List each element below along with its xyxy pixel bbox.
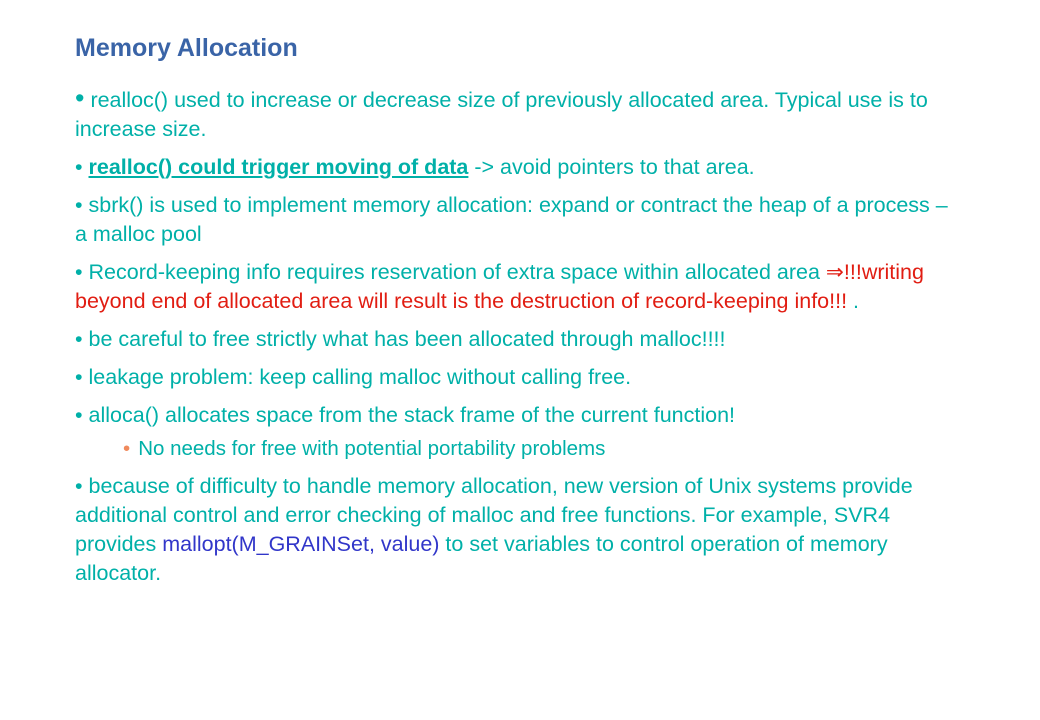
- mallopt-function: mallopt(M_GRAINSet, value): [162, 532, 440, 556]
- bullet-text: Record-keeping info requires reservation of extra space within allocated area: [88, 260, 826, 284]
- bullet-sbrk: [75, 191, 955, 249]
- implies-arrow-icon: ⇒: [825, 260, 844, 284]
- bullet-realloc: [75, 84, 955, 144]
- bullet-alloca: [75, 401, 955, 430]
- sub-bullet-text: No needs for free with potential portability problems: [138, 437, 606, 460]
- bullet-dot: •: [75, 155, 83, 179]
- bullet-text: alloca() allocates space from the stack frame of the current function!: [88, 403, 736, 427]
- warning-text: !!!writing beyond end of allocated area will result is the destruction of record-keeping info!!!: [75, 260, 924, 313]
- bullet-text: leakage problem: keep calling malloc without calling free.: [88, 365, 632, 389]
- bullet-dot: •: [75, 193, 83, 217]
- bullet-dot: •: [75, 474, 83, 498]
- bullet-text: because of difficulty to handle memory allocation, new version of Unix systems provide additional control and error checking of malloc and free functions. For example, SVR4 provides: [75, 474, 913, 556]
- bullet-text: be careful to free strictly what has been allocated through malloc!!!!: [88, 327, 726, 351]
- slide-title: Memory Allocation: [75, 34, 298, 62]
- bullet-dot: •: [75, 83, 85, 113]
- bullet-text: realloc() used to increase or decrease size of previously allocated area. Typical use is to increase size.: [75, 88, 928, 141]
- bullet-text: sbrk() is used to implement memory allocation: expand or contract the heap of a process – a malloc pool: [75, 193, 948, 246]
- bullet-dot: •: [75, 327, 83, 351]
- bullet-free-careful: [75, 325, 955, 354]
- sub-bullet-alloca: [123, 435, 955, 463]
- bullet-leakage: [75, 363, 955, 392]
- bullet-text-tail: .: [847, 289, 860, 313]
- bullet-realloc-move: [75, 153, 955, 182]
- bullet-text: -> avoid pointers to that area.: [468, 155, 755, 179]
- sub-bullet-dot: •: [123, 437, 131, 460]
- bullet-mallopt: [75, 472, 955, 588]
- slide-body: [75, 84, 955, 597]
- bullet-dot: •: [75, 365, 83, 389]
- bullet-record-keeping: [75, 258, 955, 316]
- realloc-move-link[interactable]: realloc() could trigger moving of data: [88, 155, 469, 179]
- bullet-dot: •: [75, 260, 83, 284]
- bullet-dot: •: [75, 403, 83, 427]
- bullet-text-tail: to set variables to control operation of memory allocator.: [75, 532, 888, 585]
